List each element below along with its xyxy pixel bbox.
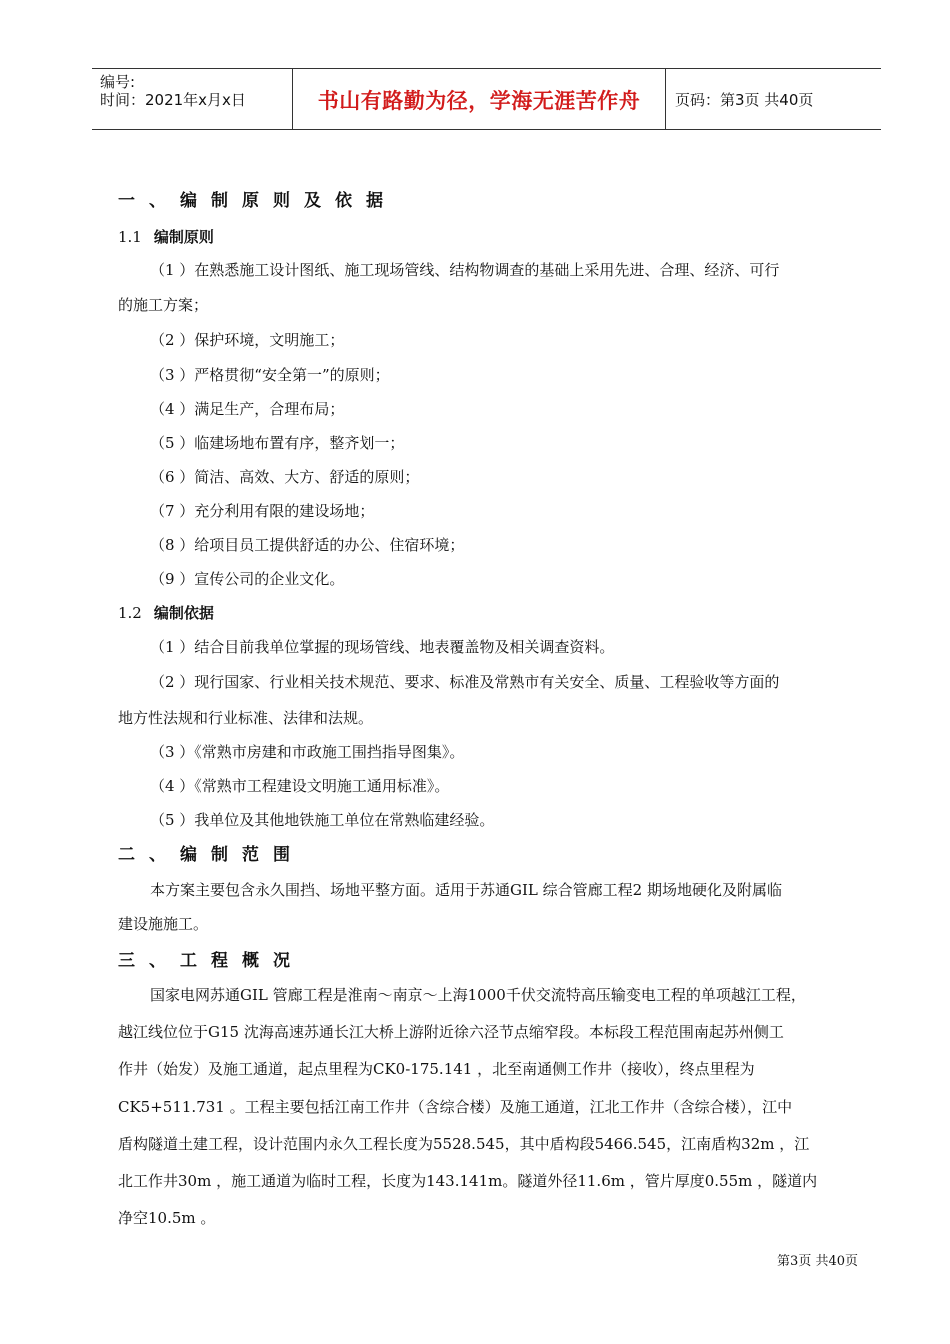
paragraph-line: 建设施施工。 (118, 915, 209, 933)
list-item: （4 ）满足生产，合理布局； (150, 400, 345, 418)
subsection-1-2-heading (118, 603, 214, 623)
subsection-1-1-heading (118, 227, 214, 247)
paragraph-line: 地方性法规和行业标准、法律和法规。 (118, 709, 374, 727)
list-item: （8 ）给项目员工提供舒适的办公、住宿环境； (150, 536, 465, 554)
document-time-label: 时间：2021年x月x日 (100, 91, 246, 109)
paragraph-line: 的施工方案； (118, 296, 209, 314)
list-item: （5 ）临建场地布置有序，整齐划一； (150, 434, 405, 452)
list-item: （9 ）宣传公司的企业文化。 (150, 570, 345, 588)
paragraph-line: 越江线位位于G15 沈海高速苏通长江大桥上游附近徐六泾节点缩窄段。本标段工程范围南起苏州侧工 (118, 1023, 784, 1041)
document-number-label: 编号: (100, 73, 136, 91)
paragraph-line: 本方案主要包含永久围挡、场地平整方面。适用于苏通GIL 综合管廊工程2 期场地硬化及附属临 (150, 881, 782, 899)
paragraph-line: CK5+511.731 。工程主要包括江南工作井（含综合楼）及施工通道，江北工作井（含综合楼），江中 (118, 1098, 793, 1116)
subsection-number: 1.2 (118, 604, 142, 622)
subsection-title: 编制依据 (153, 604, 214, 622)
page-header (92, 68, 881, 130)
paragraph-line: 北工作井30m ，施工通道为临时工程，长度为143.141m。隧道外径11.6m ，管片厚度0.55m ，隧道内 (118, 1172, 818, 1190)
page-footer-number: 第3页 共40页 (777, 1254, 858, 1269)
paragraph-line: 盾构隧道土建工程，设计范围内永久工程长度为5528.545，其中盾构段5466.545，江南盾构32m ，江 (118, 1135, 810, 1153)
list-item: （4 ）《常熟市工程建设文明施工通用标准》。 (150, 777, 450, 795)
subsection-number: 1.1 (118, 228, 142, 246)
header-page-number: 页码：第3页 共40页 (675, 91, 814, 109)
subsection-title: 编制原则 (153, 228, 214, 246)
list-item: （2 ）保护环境，文明施工； (150, 331, 345, 349)
header-meta-cell (92, 69, 292, 129)
list-item: （5 ）我单位及其他地铁施工单位在常熟临建经验。 (150, 811, 495, 829)
list-item: （7 ）充分利用有限的建设场地； (150, 502, 375, 520)
paragraph-line: 净空10.5m 。 (118, 1209, 216, 1227)
list-item: （1 ）结合目前我单位掌握的现场管线、地表覆盖物及相关调查资料。 (150, 638, 615, 656)
list-item: （3 ）《常熟市房建和市政施工围挡指导图集》。 (150, 743, 465, 761)
section-1-heading: 一、编制原则及依据 (118, 191, 397, 211)
paragraph-line: （1 ）在熟悉施工设计图纸、施工现场管线、结构物调查的基础上采用先进、合理、经济、可行 (150, 261, 780, 279)
section-2-heading: 二、编制范围 (118, 845, 304, 865)
list-item: （3 ）严格贯彻“安全第一”的原则； (150, 366, 390, 384)
paragraph-line: 国家电网苏通GIL 管廊工程是淮南～南京～上海1000千伏交流特高压输变电工程的单项越江工程， (150, 986, 806, 1004)
paragraph-line: 作井（始发）及施工通道，起点里程为CK0-175.141 ，北至南通侧工作井（接收），终点里程为 (118, 1060, 755, 1078)
paragraph-line: （2 ）现行国家、行业相关技术规范、要求、标准及常熟市有关安全、质量、工程验收等方面的 (150, 673, 780, 691)
header-page-cell (665, 69, 881, 129)
list-item: （6 ）简洁、高效、大方、舒适的原则； (150, 468, 420, 486)
header-motto-cell (292, 69, 666, 129)
header-motto: 书山有路勤为径，学海无涯苦作舟 (317, 89, 641, 113)
section-3-heading: 三、工程概况 (118, 951, 304, 971)
